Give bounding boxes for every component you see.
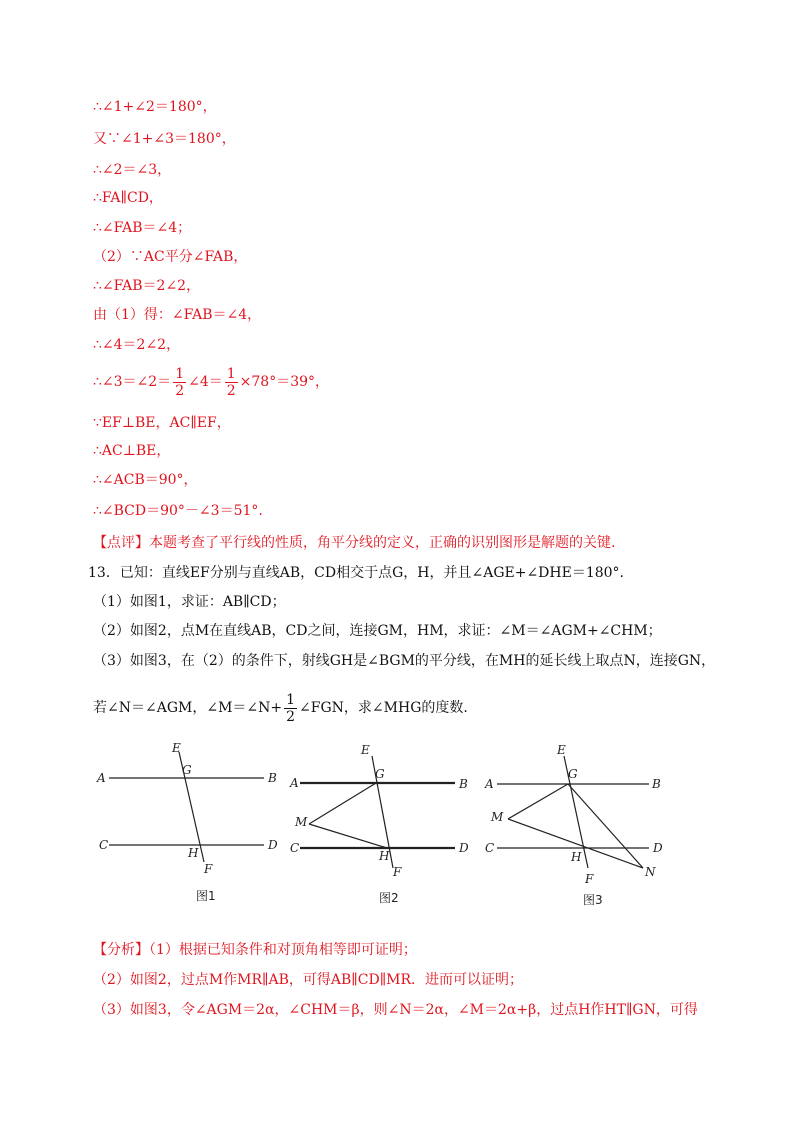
label-f: F bbox=[585, 872, 594, 886]
solution-line-12: ∴∠ACB＝90°， bbox=[93, 472, 198, 488]
analysis-text-1: （1）根据已知条件和对顶角相等即可证明； bbox=[149, 942, 417, 958]
fraction-numerator: 1 bbox=[175, 365, 185, 382]
solution-line-13: ∴∠BCD＝90°－∠3＝51°. bbox=[93, 503, 263, 519]
label-a: A bbox=[485, 777, 494, 791]
label-f: F bbox=[393, 865, 402, 879]
figure-2 bbox=[283, 738, 483, 913]
label-b: B bbox=[652, 777, 661, 791]
label-b: B bbox=[459, 777, 468, 791]
formula-middle: ∠4＝ bbox=[188, 374, 223, 390]
problem-part-3: （3）如图3，在（2）的条件下，射线GH是∠BGM的平分线，在MH的延长线上取点N，连接GN， bbox=[93, 653, 716, 669]
segment-gm bbox=[508, 784, 568, 819]
label-c: C bbox=[485, 841, 495, 855]
label-f: F bbox=[204, 862, 213, 876]
label-h: H bbox=[379, 849, 390, 863]
formula-fraction-1 bbox=[173, 366, 186, 399]
problem-stem: 13．已知：直线EF分别与直线AB，CD相交于点G，H，并且∠AGE+∠DHE＝180°. bbox=[88, 565, 625, 581]
formula-line bbox=[93, 364, 329, 400]
figure-3-diagram bbox=[477, 738, 692, 913]
solution-line-3: ∴∠2＝∠3， bbox=[93, 162, 172, 178]
analysis-line-1 bbox=[93, 941, 417, 959]
label-c: C bbox=[290, 841, 300, 855]
solution-line-9: ∴∠4＝2∠2， bbox=[93, 337, 181, 353]
problem-part-2: （2）如图2，点M在直线AB，CD之间，连接GM，HM，求证：∠M＝∠AGM+∠CHM； bbox=[93, 623, 662, 639]
solution-line-1: ∴∠1+∠2＝180°， bbox=[93, 99, 217, 115]
label-e: E bbox=[361, 743, 370, 757]
label-n: N bbox=[645, 865, 656, 879]
label-d: D bbox=[459, 841, 469, 855]
solution-line-11: ∴AC⊥BE， bbox=[93, 443, 171, 459]
label-a: A bbox=[290, 776, 299, 790]
fraction-numerator: 1 bbox=[226, 365, 236, 382]
fraction-denominator: 2 bbox=[226, 382, 236, 399]
figure-1-diagram bbox=[92, 738, 292, 913]
figure-3-caption: 图3 bbox=[583, 893, 603, 907]
formula-prefix: ∴∠3＝∠2＝ bbox=[93, 374, 172, 390]
label-g: G bbox=[568, 767, 578, 781]
label-d: D bbox=[653, 841, 663, 855]
comment-line bbox=[93, 534, 615, 552]
solution-line-10: ∵EF⊥BE，AC∥EF， bbox=[93, 415, 231, 431]
formula-suffix: ×78°＝39°， bbox=[239, 374, 330, 390]
formula-fraction-2 bbox=[225, 366, 238, 399]
fraction-denominator: 2 bbox=[286, 708, 296, 725]
label-h: H bbox=[571, 850, 582, 864]
fraction-numerator: 1 bbox=[286, 691, 296, 708]
figure-2-caption: 图2 bbox=[379, 891, 399, 905]
fraction-denominator: 2 bbox=[175, 382, 185, 399]
figure-3 bbox=[477, 738, 692, 913]
label-e: E bbox=[557, 743, 566, 757]
solution-line-4: ∴FA∥CD， bbox=[93, 190, 163, 206]
label-a: A bbox=[97, 771, 106, 785]
analysis-line-3: （3）如图3，令∠AGM＝2α，∠CHM＝β，则∠N＝2α，∠M＝2α+β，过点H作HT∥GN，可得 bbox=[93, 1002, 698, 1018]
label-d: D bbox=[268, 838, 278, 852]
condition-fraction bbox=[284, 692, 297, 725]
analysis-line-2: （2）如图2，过点M作MR∥AB，可得AB∥CD∥MR．进而可以证明； bbox=[93, 972, 524, 988]
comment-text: 本题考查了平行线的性质，角平分线的定义，正确的识别图形是解题的关键. bbox=[149, 535, 616, 551]
solution-line-2: 又∵∠1+∠3＝180°， bbox=[93, 131, 236, 147]
label-g: G bbox=[375, 767, 385, 781]
figure-1 bbox=[92, 738, 292, 913]
label-h: H bbox=[188, 846, 199, 860]
solution-line-6: （2）∵AC平分∠FAB， bbox=[93, 249, 248, 265]
problem-part-3-condition bbox=[93, 690, 468, 726]
label-m: M bbox=[491, 810, 504, 824]
comment-tag: 【点评】 bbox=[93, 535, 149, 551]
figure-2-diagram bbox=[283, 738, 483, 913]
condition-suffix: ∠FGN，求∠MHG的度数. bbox=[299, 700, 468, 716]
label-e: E bbox=[172, 741, 181, 755]
condition-prefix: 若∠N＝∠AGM，∠M＝∠N+ bbox=[93, 700, 283, 716]
label-c: C bbox=[99, 838, 109, 852]
label-b: B bbox=[268, 771, 277, 785]
solution-line-5: ∴∠FAB＝∠4； bbox=[93, 220, 192, 236]
solution-line-7: ∴∠FAB＝2∠2， bbox=[93, 278, 201, 294]
label-g: G bbox=[182, 763, 192, 777]
problem-part-1: （1）如图1，求证：AB∥CD； bbox=[93, 594, 286, 610]
analysis-tag: 【分析】 bbox=[93, 942, 149, 958]
segment-hm bbox=[309, 824, 387, 848]
segment-gm bbox=[309, 783, 376, 824]
label-m: M bbox=[295, 815, 308, 829]
solution-line-8: 由（1）得：∠FAB＝∠4， bbox=[93, 307, 262, 323]
figure-1-caption: 图1 bbox=[196, 889, 216, 903]
